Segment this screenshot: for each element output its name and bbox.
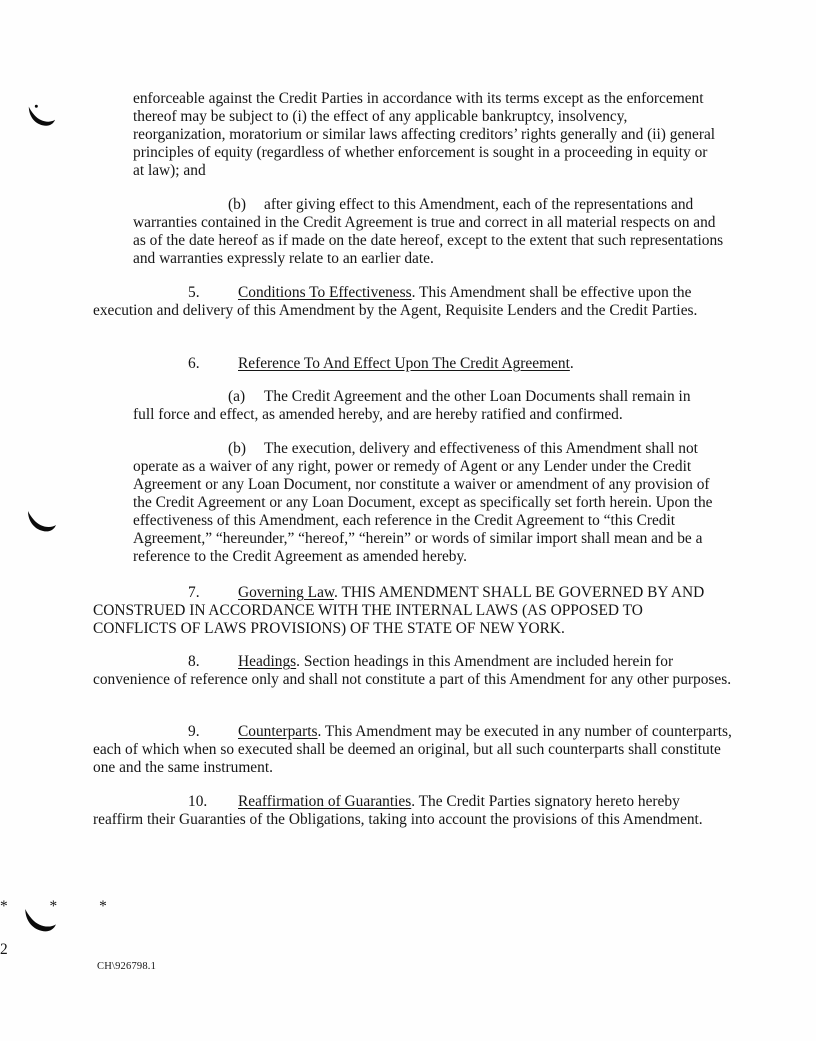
section-title: Reaffirmation of Guaranties bbox=[238, 793, 412, 810]
asterisk-separator: * * * bbox=[0, 898, 107, 915]
section-title: Headings bbox=[238, 653, 297, 670]
section-title: Reference To And Effect Upon The Credit Agreement bbox=[238, 355, 570, 372]
section-number: 9. bbox=[188, 723, 200, 740]
subparagraph-text: after giving effect to this Amendment, each of the representations and warranties contained in the Credit Agreement is true and correct in all material respects on and as of the date hereof as if made on the date hereof, except to the extent that such representations and warranties expressly relate to an earlier date. bbox=[133, 196, 724, 267]
subparagraph-6a bbox=[133, 388, 708, 424]
section-body: . This Amendment shall be effective upon the execution and delivery of this Amendment by the Agent, Requisite Lenders and the Credit Parties. bbox=[93, 284, 698, 319]
section-6-reference-to-and-effect bbox=[93, 355, 733, 373]
continuation-paragraph bbox=[133, 90, 718, 180]
page-number: 2 bbox=[0, 941, 8, 958]
section-body: . Section headings in this Amendment are included herein for convenience of reference only and shall not constitute a part of this Amendment for any other purposes. bbox=[93, 653, 732, 688]
section-7-governing-law bbox=[93, 584, 721, 638]
section-title: Counterparts bbox=[238, 723, 318, 740]
section-number: 10. bbox=[188, 793, 208, 810]
subparagraph-label: (a) bbox=[228, 388, 246, 405]
section-8-headings bbox=[93, 653, 733, 689]
subparagraph-text: The execution, delivery and effectiveness of this Amendment shall not operate as a waiver of any right, power or remedy of Agent or any Lender under the Credit Agreement or any Loan Document, nor constitute a waiver or amendment of any provision of the Credit Agreement or any Loan Document, except as specifically set forth herein. Upon the effectiveness of this Amendment, each reference in the Credit Agreement to “this Credit Agreement,” “hereunder,” “hereof,” “herein” or words of similar import shall mean and be a reference to the Credit Agreement as amended hereby. bbox=[133, 440, 713, 565]
section-number: 6. bbox=[188, 355, 200, 372]
section-number: 8. bbox=[188, 653, 200, 670]
document-id-footer: CH\926798.1 bbox=[97, 961, 157, 972]
section-number: 5. bbox=[188, 284, 200, 301]
section-5-conditions-to-effectiveness bbox=[93, 284, 733, 320]
subparagraph-b-representations bbox=[133, 196, 725, 268]
section-title: Governing Law bbox=[238, 584, 335, 601]
section-body: . The Credit Parties signatory hereto hereby reaffirm their Guaranties of the Obligations, taking into account the provisions of this Amendment. bbox=[93, 793, 703, 828]
section-10-reaffirmation-of-guaranties bbox=[93, 793, 733, 829]
subparagraph-label: (b) bbox=[228, 440, 246, 457]
scan-artifact-crescent bbox=[26, 103, 56, 130]
section-body: . bbox=[569, 355, 574, 372]
subparagraph-text: The Credit Agreement and the other Loan Documents shall remain in full force and effect, as amended hereby, and are hereby ratified and confirmed. bbox=[133, 388, 691, 423]
subparagraph-6b bbox=[133, 440, 725, 566]
section-9-counterparts bbox=[93, 723, 733, 777]
section-body: . This Amendment may be executed in any number of counterparts, each of which when so executed shall be deemed an original, but all such counterparts shall constitute one and the same instrument. bbox=[93, 723, 732, 776]
section-number: 7. bbox=[188, 584, 200, 601]
subparagraph-label: (b) bbox=[228, 196, 246, 213]
continuation-text: enforceable against the Credit Parties in accordance with its terms except as the enforcement thereof may be subject to (i) the effect of any applicable bankruptcy, insolvency, reorganization, moratorium or similar laws affecting creditors’ rights generally and (ii) general principles of equity (regardless of whether enforcement is sought in a proceeding in equity or at law); and bbox=[133, 90, 716, 179]
section-title: Conditions To Effectiveness bbox=[238, 284, 412, 301]
scan-artifact-crescent bbox=[25, 508, 57, 535]
section-body: . THIS AMENDMENT SHALL BE GOVERNED BY AND CONSTRUED IN ACCORDANCE WITH THE INTERNAL LAWS (AS OPPOSED TO CONFLICTS OF LAWS PROVISIONS) OF THE STATE OF NEW YORK. bbox=[93, 584, 705, 637]
